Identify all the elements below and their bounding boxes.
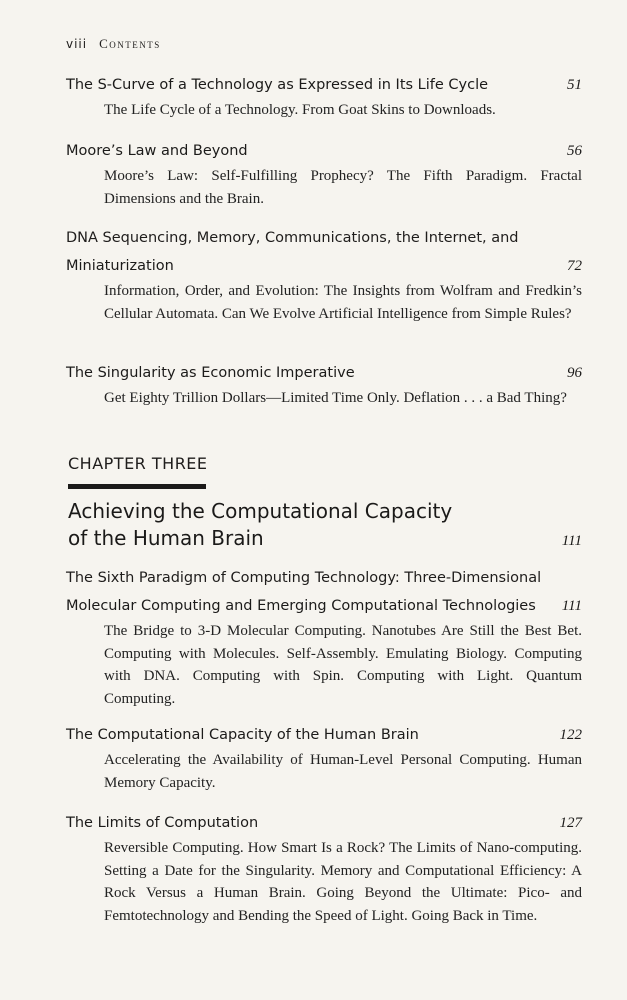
toc-entry-title: The Limits of Computation — [66, 815, 259, 831]
toc-entry-page: 56 — [567, 143, 582, 159]
toc-entry-heading[interactable] — [66, 359, 582, 387]
toc-entry-title-line1[interactable]: The Sixth Paradigm of Computing Technology: Three-Dimensional — [66, 570, 542, 586]
toc-entry-page: 96 — [567, 365, 582, 381]
chapter-title-line1: Achieving the Computational Capacity — [68, 499, 453, 523]
toc-entry — [66, 359, 582, 410]
toc-entry-title-line1[interactable]: DNA Sequencing, Memory, Communications, the Internet, and — [66, 230, 519, 246]
toc-entry-subtopics: Information, Order, and Evolution: The Insights from Wolfram and Fredkin’s Cellular Automata. Can We Evolve Artificial Intelligence from Simple Rules? — [104, 283, 582, 322]
toc-entry-subtopics: Reversible Computing. How Smart Is a Rock? The Limits of Nano-computing. Setting a Date for the Singularity. Memory and Computational Efficiency: A Rock Versus a Human Brain. Going Beyond the Ultimate: Pico- and Femtotechnology and Bending the Speed of Light. Going Back in Time. — [104, 840, 582, 924]
toc-entry-title: The Singularity as Economic Imperative — [66, 365, 355, 381]
toc-entry-heading[interactable] — [66, 71, 582, 99]
chapter-page: 111 — [561, 533, 582, 549]
chapter-title[interactable] — [68, 498, 582, 555]
toc-entry-heading[interactable] — [66, 252, 582, 280]
page-number: viii — [66, 37, 88, 51]
toc-entry-page: 111 — [561, 598, 582, 614]
toc-entry-title-line2: Miniaturization — [66, 258, 174, 274]
toc-entry-page: 72 — [567, 258, 582, 274]
toc-entry-subtopics: Get Eighty Trillion Dollars—Limited Time Only. Deflation . . . a Bad Thing? — [104, 390, 567, 406]
toc-entry-heading[interactable] — [66, 721, 582, 749]
toc-entry-title: The Computational Capacity of the Human Brain — [66, 727, 419, 743]
toc-entry — [66, 71, 582, 122]
toc-entry — [66, 137, 582, 210]
toc-entry-heading[interactable] — [66, 137, 582, 165]
toc-entry-subtopics: Accelerating the Availability of Human-Level Personal Computing. Human Memory Capacity. — [104, 752, 582, 791]
toc-entry-page: 51 — [567, 77, 582, 93]
toc-entry-page: 122 — [559, 727, 582, 743]
toc-entry — [66, 564, 582, 710]
toc-entry — [66, 809, 582, 927]
chapter-label: CHAPTER THREE — [68, 454, 208, 473]
toc-entry-title: The S-Curve of a Technology as Expressed in Its Life Cycle — [66, 77, 489, 93]
toc-entry-title: Moore’s Law and Beyond — [66, 143, 248, 159]
chapter-title-line2: of the Human Brain — [68, 526, 264, 550]
toc-entry-heading[interactable] — [66, 809, 582, 837]
toc-entry-subtopics: Moore’s Law: Self-Fulfilling Prophecy? The Fifth Paradigm. Fractal Dimensions and the Brain. — [104, 168, 582, 207]
section-title: Contents — [99, 36, 161, 51]
toc-entry-heading[interactable] — [66, 592, 582, 620]
toc-entry-title-line2: Molecular Computing and Emerging Computational Technologies — [66, 598, 536, 614]
toc-entry-subtopics: The Life Cycle of a Technology. From Goat Skins to Downloads. — [104, 102, 496, 118]
toc-entry-page: 127 — [559, 815, 582, 831]
running-head — [66, 36, 161, 52]
toc-entry-subtopics: The Bridge to 3-D Molecular Computing. Nanotubes Are Still the Best Bet. Computing with Molecules. Self-Assembly. Emulating Biology. Computing with DNA. Computing with Spin. Computing with Light. Quantum Computing. — [104, 623, 582, 707]
toc-entry — [66, 224, 582, 325]
chapter-rule — [68, 484, 206, 489]
toc-entry — [66, 721, 582, 794]
